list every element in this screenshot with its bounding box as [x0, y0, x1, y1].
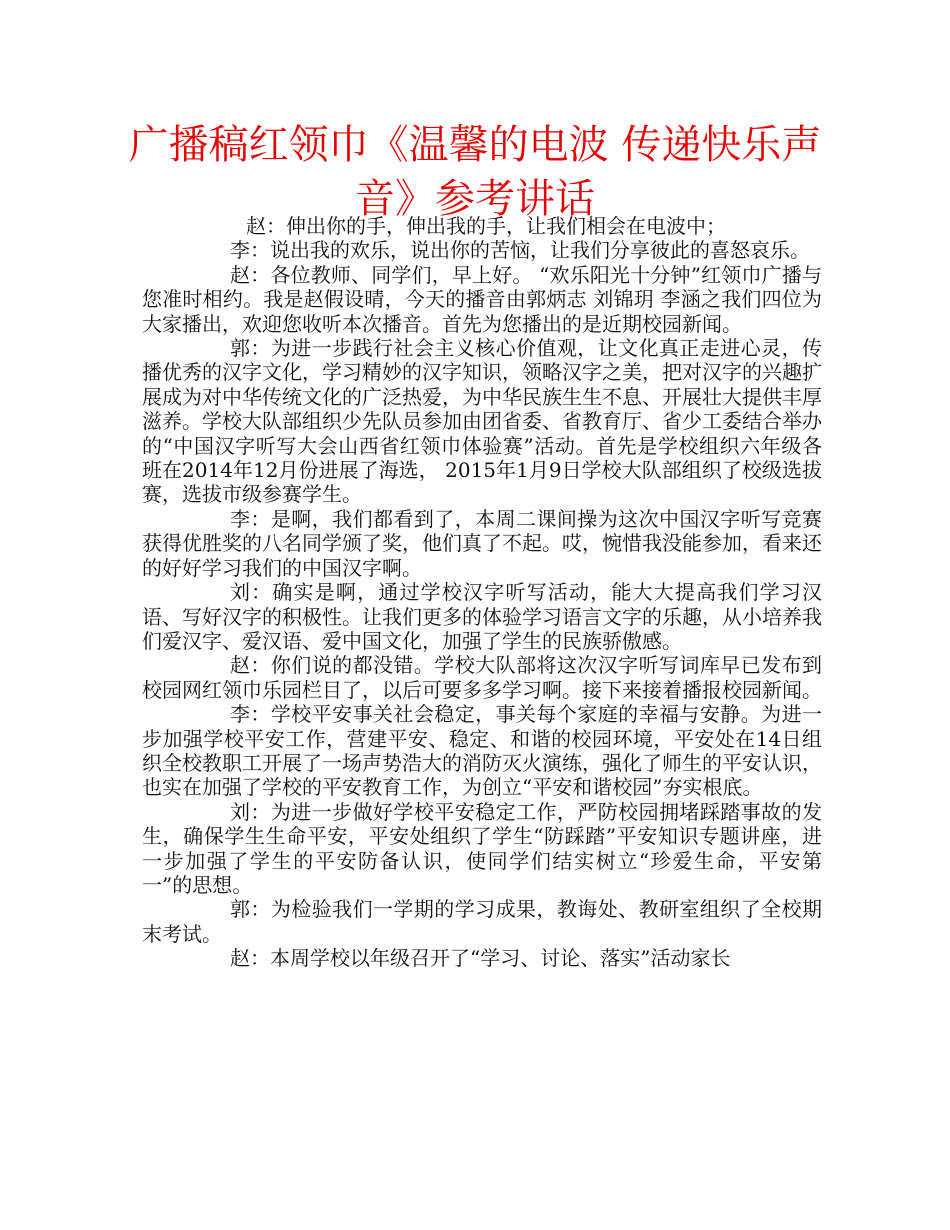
document-title: 广播稿红领巾《温馨的电波 传递快乐声音》参考讲话	[128, 122, 822, 222]
paragraph: 赵：本周学校以年级召开了“学习、讨论、落实”活动家长	[230, 946, 731, 971]
paragraph: 郭：为进一步践行社会主义核心价值观，让文化真正走进心灵，传播优秀的汉字文化，学习精妙的汉字知识，领略汉字之美，把对汉字的兴趣扩展成为对中华传统文化的广泛热爱，为中华民族生生不息、开展壮大提供丰厚滋养。学校大队部组织少先队员参加由团省委、省教育厅、省少工委结合举办的“中国汉字听写大会山西省红领巾体验赛”活动。首先是学校组织六年级各班在2014年12月份进展了海选， 2015年1月9日学校大队部组织了校级选拔赛，选拔市级参赛学生。	[142, 336, 822, 507]
paragraph: 赵：伸出你的手，伸出我的手，让我们相会在电波中；	[246, 214, 726, 238]
paragraph: 李：说出我的欢乐，说出你的苦恼，让我们分享彼此的喜怒哀乐。	[230, 238, 810, 263]
paragraph: 赵：你们说的都没错。学校大队部将这次汉字听写词库早已发布到校园网红领巾乐园栏目了，以后可要多多学习啊。接下来接着播报校园新闻。	[142, 653, 822, 702]
paragraph: 刘：为进一步做好学校平安稳定工作，严防校园拥堵踩踏事故的发生，确保学生生命平安，平安处组织了学生“防踩踏”平安知识专题讲座，进一步加强了学生的平安防备认识，使同学们结实树立“珍爱生命，平安第一”的思想。	[142, 799, 822, 897]
paragraph: 赵：各位教师、同学们，早上好。 “欢乐阳光十分钟”红领巾广播与您准时相约。我是赵假设晴，今天的播音由郭炳志 刘锦玥 李涵之我们四位为大家播出，欢迎您收听本次播音。首先为您播出的是近期校园新闻。	[142, 262, 822, 336]
paragraph: 刘：确实是啊，通过学校汉字听写活动，能大大提高我们学习汉语、写好汉字的积极性。让我们更多的体验学习语言文字的乐趣，从小培养我们爱汉字、爱汉语、爱中国文化，加强了学生的民族骄傲感。	[142, 580, 822, 653]
paragraph: 李：是啊，我们都看到了，本周二课间操为这次中国汉字听写竞赛获得优胜奖的八名同学颁了奖，他们真了不起。哎，惋惜我没能参加，看来还的好好学习我们的中国汉字啊。	[142, 506, 822, 580]
document-body	[142, 214, 822, 971]
paragraph: 郭：为检验我们一学期的学习成果，教诲处、教研室组织了全校期末考试。	[142, 897, 822, 946]
paragraph: 李：学校平安事关社会稳定，事关每个家庭的幸福与安静。为进一步加强学校平安工作，营建平安、稳定、和谐的校园环境，平安处在14日组织全校教职工开展了一场声势浩大的消防灭火演练，强化了师生的平安认识，也实在加强了学校的平安教育工作，为创立“平安和谐校园”夯实根底。	[142, 702, 822, 800]
